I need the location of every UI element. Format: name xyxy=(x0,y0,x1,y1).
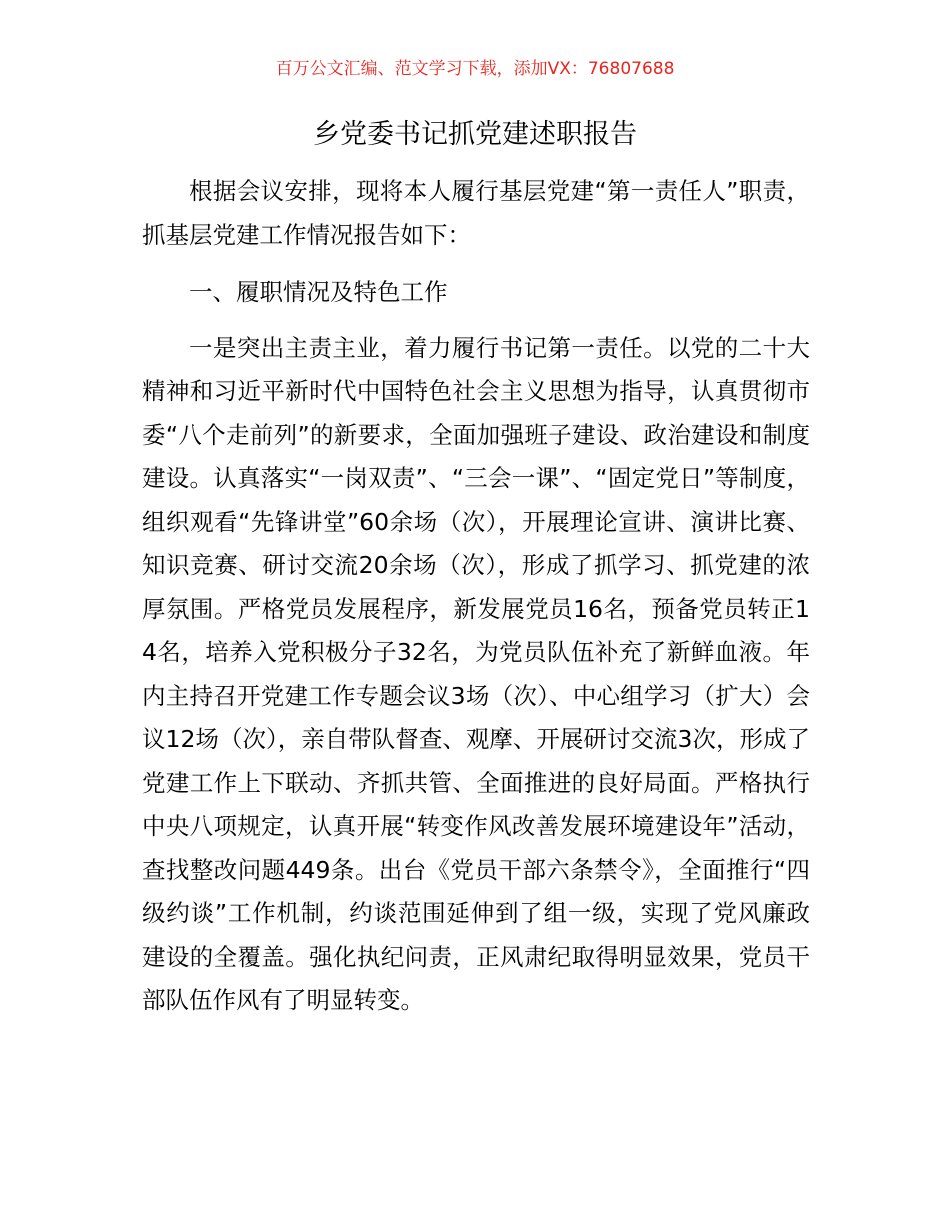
document-title: 乡党委书记抓党建述职报告 xyxy=(313,119,637,150)
body-paragraph: 一是突出主责主业，着力履行书记第一责任。以党的二十大精神和习近平新时代中国特色社会主义思想为指导，认真贯彻市委“八个走前列”的新要求，全面加强班子建设、政治建设和制度建设。认真落实“一岗双责”、“三会一课”、“固定党日”等制度，组织观看“先锋讲堂”60余场（次），开展理论宣讲、演讲比赛、知识竞赛、研讨交流20余场（次），形成了抓学习、抓党建的浓厚氛围。严格党员发展程序，新发展党员16名，预备党员转正14名，培养入党积极分子32名，为党员队伍补充了新鲜血液。年内主持召开党建工作专题会议3场（次）、中心组学习（扩大）会议12场（次），亲自带队督查、观摩、开展研讨交流3次，形成了党建工作上下联动、齐抓共管、全面推进的良好局面。严格执行中央八项规定，认真开展“转变作风改善发展环境建设年”活动，查找整改问题449条。出台《党员干部六条禁令》，全面推行“四级约谈”工作机制，约谈范围延伸到了组一级，实现了党风廉政建设的全覆盖。强化执纪问责，正风肃纪取得明显效果，党员干部队伍作风有了明显转变。 xyxy=(142,333,810,1014)
intro-paragraph: 根据会议安排，现将本人履行基层党建“第一责任人”职责，抓基层党建工作情况报告如下： xyxy=(142,177,810,249)
section-heading: 一、履职情况及特色工作 xyxy=(189,278,448,306)
header-note: 百万公文汇编、范文学习下载，添加VX：76807688 xyxy=(275,59,675,79)
document-body xyxy=(142,170,810,1023)
